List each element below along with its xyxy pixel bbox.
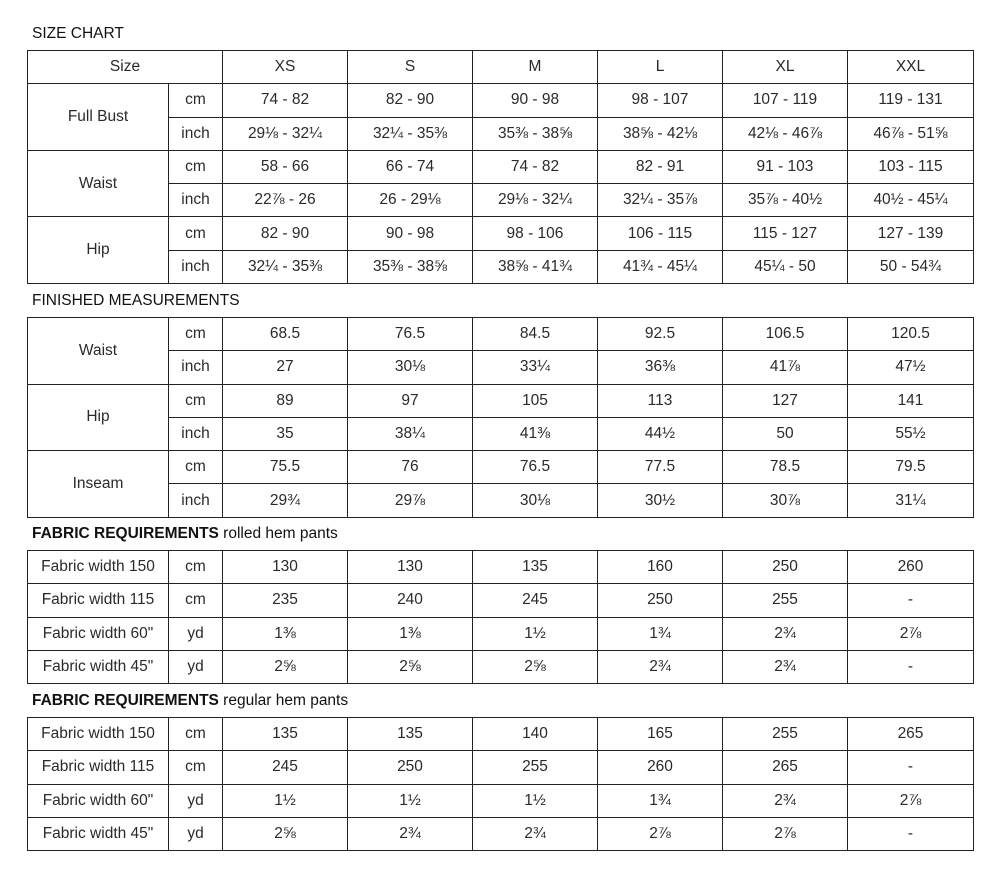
- table-row: [28, 784, 974, 817]
- value-cell: 141: [848, 384, 974, 417]
- fabric-rolled-table: [27, 550, 974, 684]
- unit-cell: inch: [169, 351, 223, 384]
- table-row: [28, 584, 974, 617]
- table-row: [28, 817, 974, 850]
- value-cell: 90 - 98: [473, 84, 598, 117]
- unit-cell: cm: [169, 451, 223, 484]
- unit-cell: yd: [169, 650, 223, 683]
- value-cell: 58 - 66: [223, 150, 348, 183]
- unit-cell: cm: [169, 384, 223, 417]
- table-row: [28, 417, 974, 450]
- value-cell: 84.5: [473, 318, 598, 351]
- value-cell: 35⅜ - 38⅝: [473, 117, 598, 150]
- value-cell: 103 - 115: [848, 150, 974, 183]
- value-cell: 35⅜ - 38⅝: [348, 250, 473, 283]
- value-cell: 68.5: [223, 318, 348, 351]
- value-cell: 75.5: [223, 451, 348, 484]
- value-cell: 2¾: [348, 817, 473, 850]
- measurement-label: Inseam: [28, 451, 169, 518]
- value-cell: 250: [348, 751, 473, 784]
- value-cell: 30⅛: [348, 351, 473, 384]
- value-cell: 35⅞ - 40½: [723, 184, 848, 217]
- value-cell: 2⅞: [598, 817, 723, 850]
- fabric-regular-title-bold: FABRIC REQUIREMENTS: [32, 692, 219, 709]
- value-cell: 130: [348, 551, 473, 584]
- value-cell: 29¾: [223, 484, 348, 517]
- value-cell: 265: [848, 718, 974, 751]
- value-cell: 41⅜: [473, 417, 598, 450]
- value-cell: 119 - 131: [848, 84, 974, 117]
- value-cell: 38¼: [348, 417, 473, 450]
- value-cell: 240: [348, 584, 473, 617]
- value-cell: 1½: [348, 784, 473, 817]
- size-header-l: L: [598, 51, 723, 84]
- table-row: [28, 150, 974, 183]
- value-cell: 41⅞: [723, 351, 848, 384]
- value-cell: 106 - 115: [598, 217, 723, 250]
- fabric-width-label: Fabric width 150: [28, 551, 169, 584]
- unit-cell: cm: [169, 551, 223, 584]
- value-cell: 33¼: [473, 351, 598, 384]
- fabric-width-label: Fabric width 45": [28, 817, 169, 850]
- value-cell: 74 - 82: [223, 84, 348, 117]
- table-row: [28, 484, 974, 517]
- value-cell: 1¾: [598, 784, 723, 817]
- value-cell: 38⅝ - 42⅛: [598, 117, 723, 150]
- value-cell: 82 - 90: [223, 217, 348, 250]
- table-row: [28, 617, 974, 650]
- value-cell: 50: [723, 417, 848, 450]
- table-row: [28, 551, 974, 584]
- value-cell: 260: [848, 551, 974, 584]
- value-cell: 47½: [848, 351, 974, 384]
- finished-measurements-table: [27, 317, 974, 518]
- unit-cell: inch: [169, 184, 223, 217]
- value-cell: 76: [348, 451, 473, 484]
- value-cell: 35: [223, 417, 348, 450]
- value-cell: 2¾: [723, 650, 848, 683]
- value-cell: 2¾: [598, 650, 723, 683]
- value-cell: 42⅛ - 46⅞: [723, 117, 848, 150]
- unit-cell: cm: [169, 751, 223, 784]
- size-header-label: Size: [28, 51, 223, 84]
- fabric-width-label: Fabric width 60": [28, 784, 169, 817]
- value-cell: 2¾: [473, 817, 598, 850]
- unit-cell: inch: [169, 417, 223, 450]
- value-cell: 1½: [223, 784, 348, 817]
- measurement-label: Hip: [28, 217, 169, 284]
- unit-cell: cm: [169, 584, 223, 617]
- unit-cell: inch: [169, 117, 223, 150]
- value-cell: 98 - 106: [473, 217, 598, 250]
- value-cell: 32¼ - 35⅞: [598, 184, 723, 217]
- value-cell: 22⅞ - 26: [223, 184, 348, 217]
- value-cell: 36⅜: [598, 351, 723, 384]
- value-cell: 55½: [848, 417, 974, 450]
- size-chart-title: SIZE CHART: [32, 25, 124, 42]
- size-header-s: S: [348, 51, 473, 84]
- value-cell: 165: [598, 718, 723, 751]
- value-cell: 115 - 127: [723, 217, 848, 250]
- table-row: [28, 718, 974, 751]
- value-cell: 32¼ - 35⅜: [223, 250, 348, 283]
- value-cell: 44½: [598, 417, 723, 450]
- unit-cell: cm: [169, 84, 223, 117]
- fabric-rolled-title-bold: FABRIC REQUIREMENTS: [32, 525, 219, 542]
- value-cell: 27: [223, 351, 348, 384]
- value-cell: 265: [723, 751, 848, 784]
- table-row: [28, 184, 974, 217]
- size-header-xl: XL: [723, 51, 848, 84]
- value-cell: 1¾: [598, 617, 723, 650]
- table-row: [28, 751, 974, 784]
- value-cell: 82 - 90: [348, 84, 473, 117]
- value-cell: 90 - 98: [348, 217, 473, 250]
- value-cell: 1⅜: [223, 617, 348, 650]
- value-cell: 120.5: [848, 318, 974, 351]
- value-cell: -: [848, 751, 974, 784]
- fabric-width-label: Fabric width 45": [28, 650, 169, 683]
- unit-cell: cm: [169, 150, 223, 183]
- fabric-width-label: Fabric width 150: [28, 718, 169, 751]
- value-cell: 30⅛: [473, 484, 598, 517]
- value-cell: 2⅝: [473, 650, 598, 683]
- fabric-width-label: Fabric width 60": [28, 617, 169, 650]
- value-cell: 76.5: [348, 318, 473, 351]
- table-row: [28, 117, 974, 150]
- value-cell: 1½: [473, 617, 598, 650]
- table-row: [28, 217, 974, 250]
- value-cell: 245: [223, 751, 348, 784]
- value-cell: 135: [223, 718, 348, 751]
- value-cell: 45¼ - 50: [723, 250, 848, 283]
- value-cell: 250: [723, 551, 848, 584]
- value-cell: 160: [598, 551, 723, 584]
- value-cell: 106.5: [723, 318, 848, 351]
- value-cell: -: [848, 584, 974, 617]
- value-cell: 2¾: [723, 617, 848, 650]
- value-cell: 2⅝: [223, 817, 348, 850]
- value-cell: 76.5: [473, 451, 598, 484]
- value-cell: 91 - 103: [723, 150, 848, 183]
- value-cell: 30½: [598, 484, 723, 517]
- header-row: [28, 51, 974, 84]
- value-cell: 2⅞: [723, 817, 848, 850]
- value-cell: 1½: [473, 784, 598, 817]
- table-row: [28, 351, 974, 384]
- unit-cell: yd: [169, 617, 223, 650]
- value-cell: 130: [223, 551, 348, 584]
- table-row: [28, 318, 974, 351]
- value-cell: 2⅝: [223, 650, 348, 683]
- measurement-label: Full Bust: [28, 84, 169, 151]
- size-header-m: M: [473, 51, 598, 84]
- table-row: [28, 650, 974, 683]
- table-row: [28, 84, 974, 117]
- value-cell: 255: [723, 584, 848, 617]
- value-cell: 78.5: [723, 451, 848, 484]
- value-cell: 135: [473, 551, 598, 584]
- unit-cell: yd: [169, 784, 223, 817]
- value-cell: 1⅜: [348, 617, 473, 650]
- fabric-regular-title: [32, 692, 348, 710]
- value-cell: 41¾ - 45¼: [598, 250, 723, 283]
- value-cell: 89: [223, 384, 348, 417]
- value-cell: 31¼: [848, 484, 974, 517]
- value-cell: 2⅞: [848, 784, 974, 817]
- table-row: [28, 250, 974, 283]
- value-cell: 46⅞ - 51⅝: [848, 117, 974, 150]
- value-cell: 92.5: [598, 318, 723, 351]
- value-cell: 32¼ - 35⅜: [348, 117, 473, 150]
- value-cell: 40½ - 45¼: [848, 184, 974, 217]
- value-cell: 2⅞: [848, 617, 974, 650]
- value-cell: -: [848, 817, 974, 850]
- fabric-width-label: Fabric width 115: [28, 751, 169, 784]
- value-cell: 50 - 54¾: [848, 250, 974, 283]
- value-cell: 255: [723, 718, 848, 751]
- value-cell: 255: [473, 751, 598, 784]
- value-cell: 77.5: [598, 451, 723, 484]
- unit-cell: yd: [169, 817, 223, 850]
- unit-cell: inch: [169, 484, 223, 517]
- value-cell: 29⅛ - 32¼: [473, 184, 598, 217]
- value-cell: 235: [223, 584, 348, 617]
- value-cell: 30⅞: [723, 484, 848, 517]
- measurement-label: Waist: [28, 150, 169, 217]
- fabric-rolled-title: [32, 525, 338, 543]
- value-cell: 26 - 29⅛: [348, 184, 473, 217]
- measurement-label: Waist: [28, 318, 169, 385]
- value-cell: 135: [348, 718, 473, 751]
- value-cell: 38⅝ - 41¾: [473, 250, 598, 283]
- value-cell: 29⅞: [348, 484, 473, 517]
- unit-cell: cm: [169, 217, 223, 250]
- value-cell: 105: [473, 384, 598, 417]
- value-cell: 260: [598, 751, 723, 784]
- fabric-rolled-title-rest: rolled hem pants: [218, 525, 338, 542]
- value-cell: 127 - 139: [848, 217, 974, 250]
- table-row: [28, 384, 974, 417]
- value-cell: 66 - 74: [348, 150, 473, 183]
- value-cell: 250: [598, 584, 723, 617]
- size-chart-table: [27, 50, 974, 284]
- unit-cell: inch: [169, 250, 223, 283]
- unit-cell: cm: [169, 718, 223, 751]
- size-header-xs: XS: [223, 51, 348, 84]
- fabric-regular-title-rest: regular hem pants: [218, 692, 349, 709]
- value-cell: 140: [473, 718, 598, 751]
- value-cell: 74 - 82: [473, 150, 598, 183]
- measurement-label: Hip: [28, 384, 169, 451]
- value-cell: 79.5: [848, 451, 974, 484]
- value-cell: 29⅛ - 32¼: [223, 117, 348, 150]
- value-cell: 97: [348, 384, 473, 417]
- value-cell: 127: [723, 384, 848, 417]
- fabric-width-label: Fabric width 115: [28, 584, 169, 617]
- value-cell: 107 - 119: [723, 84, 848, 117]
- value-cell: 98 - 107: [598, 84, 723, 117]
- fabric-regular-table: [27, 717, 974, 851]
- value-cell: -: [848, 650, 974, 683]
- value-cell: 82 - 91: [598, 150, 723, 183]
- value-cell: 245: [473, 584, 598, 617]
- table-row: [28, 451, 974, 484]
- value-cell: 2¾: [723, 784, 848, 817]
- size-header-xxl: XXL: [848, 51, 974, 84]
- value-cell: 2⅝: [348, 650, 473, 683]
- finished-measurements-title: FINISHED MEASUREMENTS: [32, 292, 240, 309]
- value-cell: 113: [598, 384, 723, 417]
- unit-cell: cm: [169, 318, 223, 351]
